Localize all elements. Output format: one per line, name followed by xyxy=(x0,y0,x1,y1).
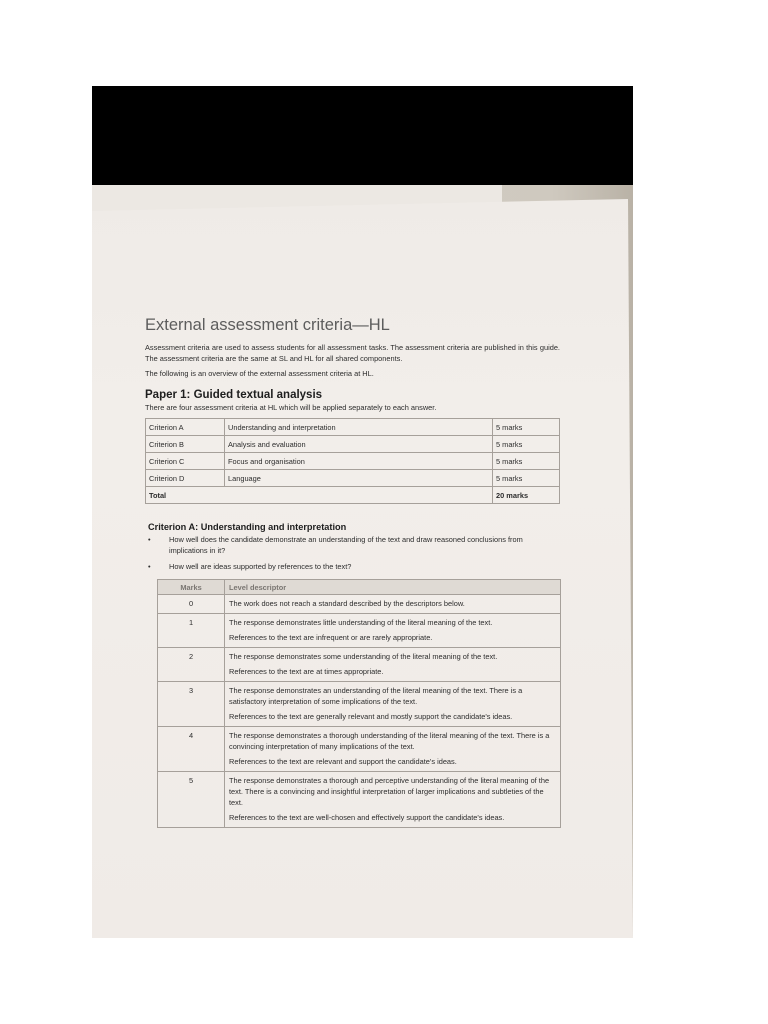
table-row xyxy=(158,595,561,614)
criterion-name-cell: Language xyxy=(225,470,493,487)
table-row xyxy=(158,614,561,648)
level-descriptor xyxy=(225,772,561,828)
level-descriptor xyxy=(225,614,561,648)
criterion-name-cell: Focus and organisation xyxy=(225,453,493,470)
table-row xyxy=(158,682,561,727)
descriptor-line: References to the text are generally relevant and mostly support the candidate's ideas. xyxy=(229,712,513,721)
descriptor-line: The response demonstrates a thorough understanding of the literal meaning of the text. There is a convincing interpretation of many implications of the text. xyxy=(229,731,550,751)
list-item xyxy=(148,561,549,572)
table-row xyxy=(158,772,561,828)
descriptor-line: The response demonstrates a thorough and perceptive understanding of the literal meaning of the text. There is a convincing and insightful interpretation of larger implications and subtleties of the text. xyxy=(229,776,550,807)
criterion-name-cell: Analysis and evaluation xyxy=(225,436,493,453)
criterion-cell: Criterion D xyxy=(146,470,225,487)
level-descriptor-table xyxy=(157,579,561,828)
level-mark: 4 xyxy=(158,727,225,772)
level-mark: 2 xyxy=(158,648,225,682)
bullet-icon: • xyxy=(148,562,151,571)
table-row xyxy=(146,470,560,487)
table-row xyxy=(158,648,561,682)
criterion-a-questions xyxy=(145,534,560,572)
criterion-marks-cell: 5 marks xyxy=(493,453,560,470)
marks-header: Marks xyxy=(158,580,225,595)
criterion-cell: Criterion C xyxy=(146,453,225,470)
criteria-table xyxy=(145,418,560,504)
criterion-marks-cell: 5 marks xyxy=(493,419,560,436)
total-marks: 20 marks xyxy=(493,487,560,504)
bullet-icon: • xyxy=(148,535,151,544)
table-row xyxy=(146,453,560,470)
table-row xyxy=(146,419,560,436)
descriptor-header: Level descriptor xyxy=(225,580,561,595)
level-mark: 0 xyxy=(158,595,225,614)
table-row xyxy=(146,436,560,453)
criterion-a-title: Criterion A: Understanding and interpretation xyxy=(148,522,347,532)
criterion-marks-cell: 5 marks xyxy=(493,470,560,487)
total-label: Total xyxy=(146,487,493,504)
descriptor-line: The response demonstrates an understanding of the literal meaning of the text. There is a satisfactory interpretation of some implications of the text. xyxy=(229,686,523,706)
total-row xyxy=(146,487,560,504)
paper1-title: Paper 1: Guided textual analysis xyxy=(145,389,323,401)
criterion-marks-cell: 5 marks xyxy=(493,436,560,453)
level-descriptor xyxy=(225,682,561,727)
intro-paragraph: Assessment criteria are used to assess students for all assessment tasks. The assessment criteria are published in this guide. The assessment criteria are the same at SL and HL for all shared components. xyxy=(145,343,560,363)
descriptor-line: References to the text are infrequent or are rarely appropriate. xyxy=(229,633,433,642)
level-mark: 1 xyxy=(158,614,225,648)
page-title: External assessment criteria—HL xyxy=(145,316,390,334)
level-descriptor xyxy=(225,648,561,682)
table-row xyxy=(158,727,561,772)
descriptor-line: The response demonstrates little understanding of the literal meaning of the text. xyxy=(229,618,493,627)
level-descriptor xyxy=(225,727,561,772)
criterion-cell: Criterion B xyxy=(146,436,225,453)
question-text: How well are ideas supported by references to the text? xyxy=(169,562,352,571)
descriptor-line: The response demonstrates some understanding of the literal meaning of the text. xyxy=(229,652,498,661)
level-descriptor xyxy=(225,595,561,614)
table-header-row xyxy=(158,580,561,595)
question-text: How well does the candidate demonstrate an understanding of the text and draw reasoned conclusions from implications in it? xyxy=(169,535,523,555)
criterion-name-cell: Understanding and interpretation xyxy=(225,419,493,436)
descriptor-line: References to the text are well-chosen and effectively support the candidate's ideas. xyxy=(229,813,505,822)
criterion-cell: Criterion A xyxy=(146,419,225,436)
descriptor-line: References to the text are at times appropriate. xyxy=(229,667,384,676)
black-band xyxy=(92,86,633,185)
paper1-intro: There are four assessment criteria at HL which will be applied separately to each answer. xyxy=(145,403,437,412)
descriptor-line: References to the text are relevant and support the candidate's ideas. xyxy=(229,757,457,766)
level-mark: 3 xyxy=(158,682,225,727)
descriptor-line: The work does not reach a standard described by the descriptors below. xyxy=(229,599,465,608)
page-content xyxy=(145,316,560,828)
intro-paragraph: The following is an overview of the external assessment criteria at HL. xyxy=(145,369,374,378)
level-mark: 5 xyxy=(158,772,225,828)
list-item xyxy=(148,534,549,556)
